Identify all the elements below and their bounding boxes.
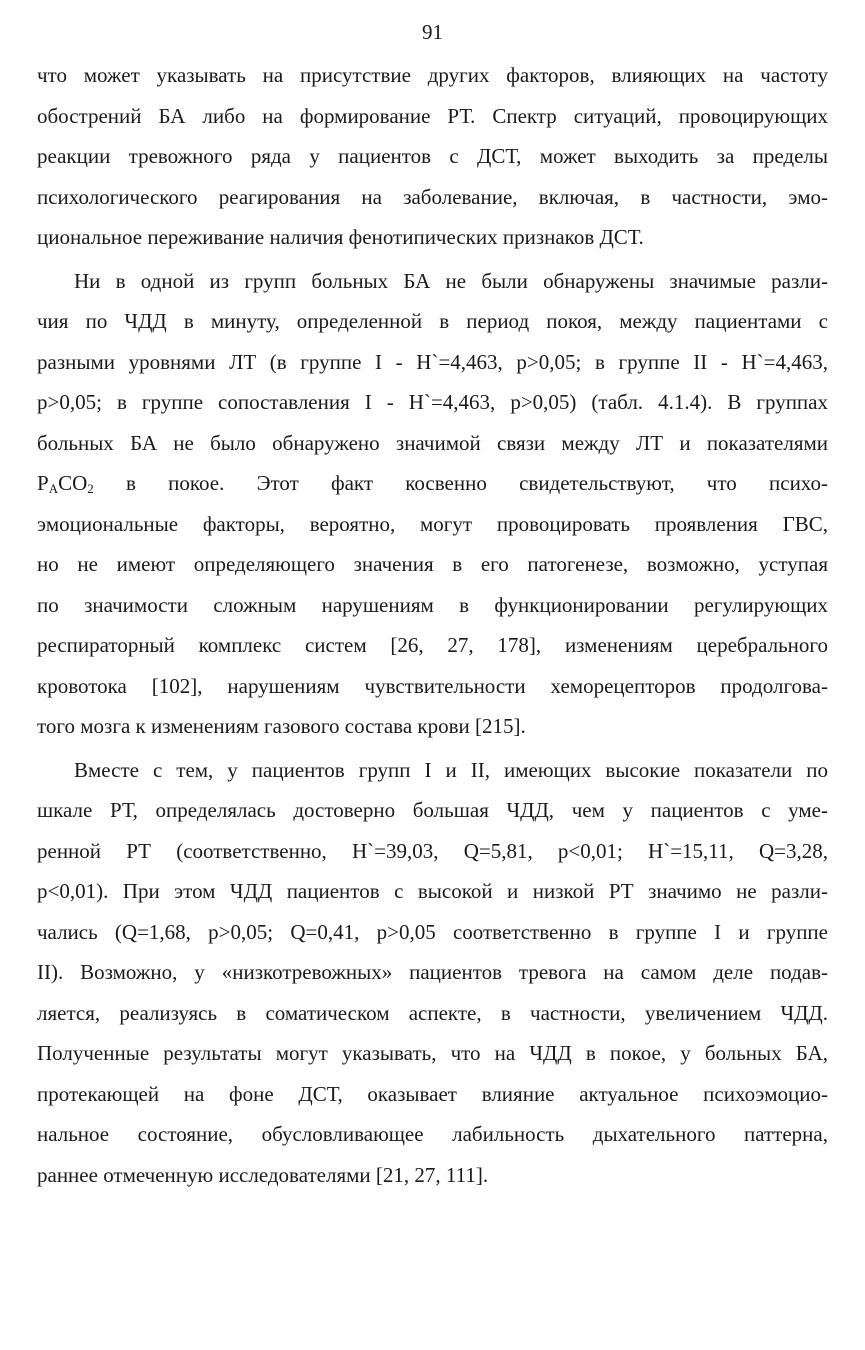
text-line: $P_ACO_2$ в покое. Этот факт косвенно свидетельствуют, что психо- (37, 471, 828, 496)
paco2-formula: $P_ACO_2$ (37, 471, 94, 496)
text-line: Ни в одной из групп больных БА не были обнаружены значимые разли- (74, 268, 828, 293)
text-line: кровотока [102], нарушениям чувствительности хеморецепторов продолгова- (37, 673, 828, 698)
text-line: реакции тревожного ряда у пациентов с ДСТ, может выходить за пределы (37, 144, 828, 168)
paragraph (37, 750, 828, 1196)
text-line: что может указывать на присутствие других факторов, влияющих на частоту (37, 63, 828, 87)
document-body (37, 55, 828, 1195)
text-line: того мозга к изменениям газового состава крови [215]. (37, 714, 526, 738)
text-line: Вместе с тем, у пациентов групп I и II, имеющих высокие показатели по (74, 757, 828, 782)
text-line: психологического реагирования на заболевание, включая, в частности, эмо- (37, 184, 828, 209)
paragraph (37, 55, 828, 258)
text-line: ренной РТ (соответственно, Н`=39,03, Q=5,81, p<0,01; Н`=15,11, Q=3,28, (37, 838, 828, 863)
page-number: 91 (422, 20, 443, 44)
text-line: но не имеют определяющего значения в его патогенезе, возможно, уступая (37, 552, 828, 576)
text-line: II). Возможно, у «низкотревожных» пациентов тревога на самом деле подав- (37, 960, 828, 984)
text-line: эмоциональные факторы, вероятно, могут провоцировать проявления ГВС, (37, 511, 828, 536)
text-line: p<0,01). При этом ЧДД пациентов с высокой и низкой РТ значимо не разли- (37, 879, 828, 903)
text-line: обострений БА либо на формирование РТ. Спектр ситуаций, провоцирующих (37, 103, 828, 128)
text-line: чия по ЧДД в минуту, определенной в период покоя, между пациентами с (37, 309, 828, 333)
text-line: по значимости сложным нарушениям в функционировании регулирующих (37, 592, 828, 617)
text-line: ляется, реализуясь в соматическом аспекте, в частности, увеличением ЧДД. (37, 1000, 828, 1025)
text-line: циональное переживание наличия фенотипических признаков ДСТ. (37, 225, 644, 249)
text-line: чались (Q=1,68, p>0,05; Q=0,41, p>0,05 соответственно в группе I и группе (37, 919, 828, 944)
text-line: Полученные результаты могут указывать, что на ЧДД в покое, у больных БА, (37, 1041, 828, 1065)
text-line: протекающей на фоне ДСТ, оказывает влияние актуальное психоэмоцио- (37, 1081, 828, 1106)
text-line: шкале РТ, определялась достоверно большая ЧДД, чем у пациентов с уме- (37, 798, 828, 822)
text-line: больных БА не было обнаружено значимой связи между ЛТ и показателями (37, 430, 828, 455)
paragraph (37, 261, 828, 747)
text-line: нальное состояние, обусловливающее лабильность дыхательного паттерна, (37, 1122, 828, 1146)
text-line: респираторный комплекс систем [26, 27, 178], изменениям церебрального (37, 633, 828, 657)
text-line: p>0,05; в группе сопоставления I - Н`=4,463, p>0,05) (табл. 4.1.4). В группах (37, 390, 828, 414)
text-line: разными уровнями ЛТ (в группе I - Н`=4,463, p>0,05; в группе II - Н`=4,463, (37, 349, 828, 374)
text-line: раннее отмеченную исследователями [21, 27, 111]. (37, 1162, 489, 1187)
